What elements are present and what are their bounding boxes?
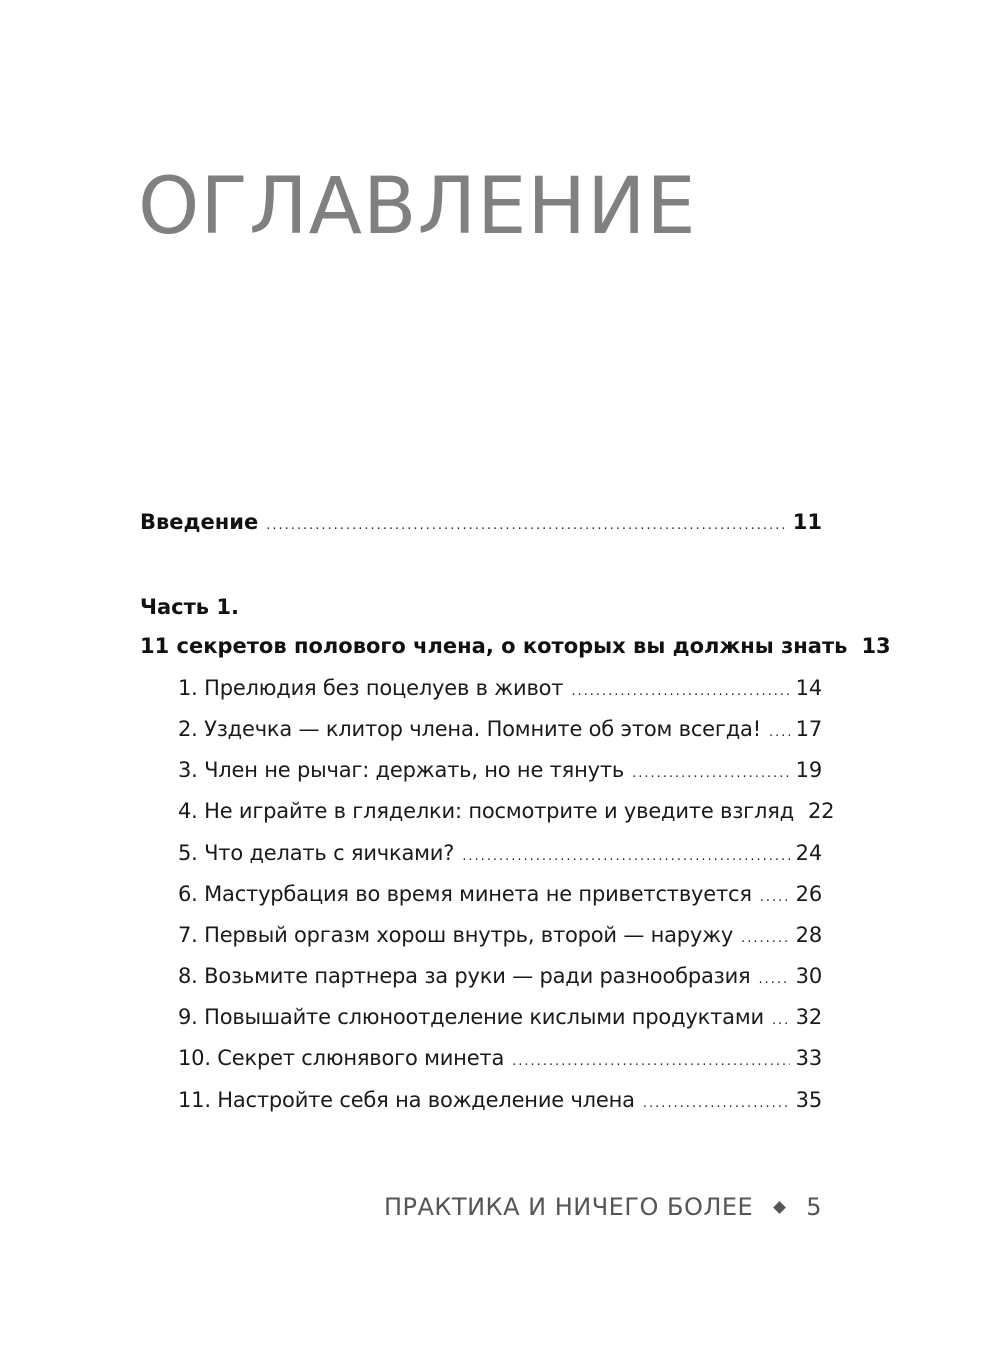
part-label: Часть 1. [140,595,239,619]
toc-entry-page: 28 [795,923,822,947]
toc-entry-label: 11. Настройте себя на вожделение члена [178,1088,635,1112]
dot-leader [632,759,790,789]
toc-entry-introduction[interactable] [140,507,822,541]
toc-entry-label: 1. Прелюдия без поцелуев в живот [178,676,564,700]
dot-leader [266,511,787,541]
toc-entry-label: 9. Повышайте слюноотделение кислыми продуктами [178,1005,764,1029]
toc-entry[interactable] [178,796,835,830]
toc-entry[interactable] [178,920,822,954]
toc-entry-page: 30 [795,964,822,988]
toc-entry-label: 3. Член не рычаг: держать, но не тянуть [178,758,625,782]
page-title: ОГЛАВЛЕНИЕ [138,162,697,252]
running-title: ПРАКТИКА И НИЧЕГО БОЛЕЕ [383,1193,754,1221]
toc-entry-page: 19 [795,758,822,782]
toc-entry[interactable] [178,961,822,995]
toc-entry[interactable] [178,838,822,872]
toc-entry-page: 14 [795,676,822,700]
toc-entry-page: 22 [808,799,835,823]
dot-leader [759,965,790,995]
toc-entry[interactable] [178,1085,822,1119]
toc-entry-label: 11 секретов полового члена, о которых вы должны знать [140,634,848,658]
toc-entry-page: 35 [795,1088,822,1112]
toc-entry[interactable] [178,714,822,748]
toc-entry-page: 11 [792,510,822,534]
toc-entry-page: 33 [795,1046,822,1070]
dot-leader [512,1047,790,1077]
toc-entry-page: 24 [795,841,822,865]
toc-entry[interactable] [178,755,822,789]
toc-entry-part1-heading[interactable] [140,631,891,665]
page-number: 5 [806,1193,822,1221]
toc-entry-page: 26 [795,882,822,906]
dot-leader [772,1006,790,1036]
toc-entry-label: 10. Секрет слюнявого минета [178,1046,505,1070]
toc-entry[interactable] [178,879,822,913]
toc-entry-label: 7. Первый оргазм хорош внутрь, второй — наружу [178,923,734,947]
toc-entry-label: 6. Мастурбация во время минета не приветствуется [178,882,752,906]
toc-entry-label: 4. Не играйте в гляделки: посмотрите и уведите взгляд [178,799,794,823]
dot-leader [462,842,789,872]
diamond-icon [773,1201,786,1214]
page-footer [0,1193,822,1221]
toc-entry-page: 13 [861,634,891,658]
toc-entry[interactable] [178,1002,822,1036]
toc-entry-page: 32 [795,1005,822,1029]
toc-entry[interactable] [178,673,822,707]
toc-entry-label: 8. Возьмите партнера за руки — ради разнообразия [178,964,751,988]
dot-leader [760,883,790,913]
dot-leader [769,718,790,748]
toc-entry-label: Введение [140,510,259,534]
toc-entry[interactable] [178,1043,822,1077]
dot-leader [643,1089,790,1119]
dot-leader [571,677,789,707]
toc-entry-label: 5. Что делать с яичками? [178,841,455,865]
dot-leader [741,924,790,954]
toc-entry-page: 17 [795,717,822,741]
toc-entry-label: 2. Уздечка — клитор члена. Помните об этом всегда! [178,717,761,741]
